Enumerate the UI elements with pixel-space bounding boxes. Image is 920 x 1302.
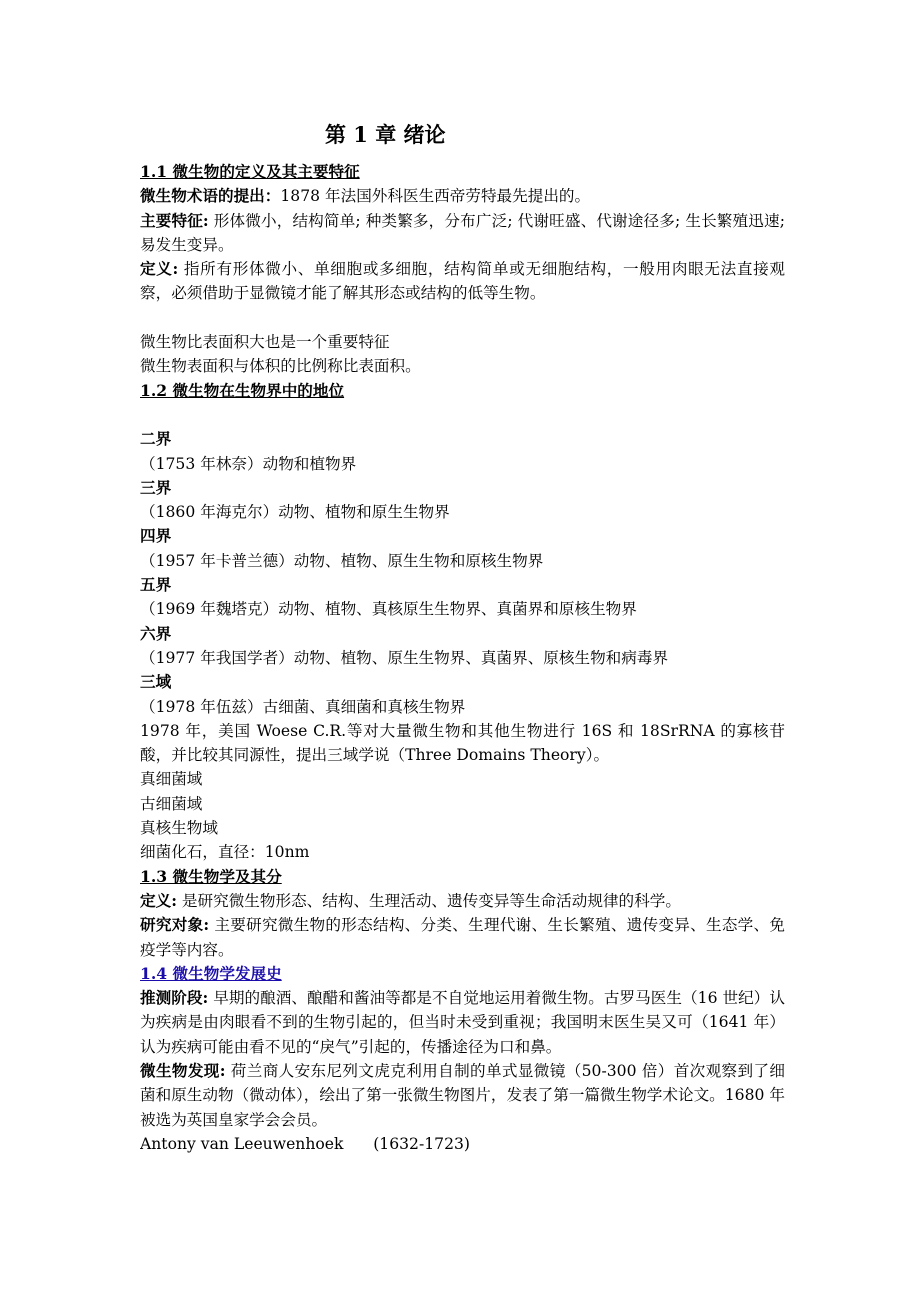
main-features-label: 主要特征: [140, 210, 209, 230]
section-heading-1-4-link[interactable]: 1.4 微生物学发展史 [140, 963, 282, 983]
research-object-paragraph [140, 913, 785, 962]
kingdom-desc: （1969 年魏塔克）动物、植物、真核原生生物界、真菌界和原核生物界 [140, 600, 637, 619]
kingdom-desc: （1977 年我国学者）动物、植物、原生生物界、真菌界、原核生物和病毒界 [140, 648, 669, 667]
domain-item: 真核生物域 [140, 819, 218, 838]
speculation-stage-text: 早期的酿酒、酿醋和酱油等都是不自觉地运用着微生物。古罗马医生（16 世纪）认为疾病是由肉眼看不到的生物引起的，但当时未受到重视；我国明末医生吴又可（1641 年）认为疾病可能由看不见的“戾气”引起的，传播途径为口和鼻。 [140, 989, 785, 1056]
kingdom-name: 六界 [140, 623, 172, 643]
section-heading-1-2: 1.2 微生物在生物界中的地位 [140, 380, 345, 400]
main-features-paragraph [140, 209, 785, 258]
kingdom-name: 五界 [140, 575, 172, 595]
main-features-text: 形体微小，结构简单; 种类繁多，分布广泛; 代谢旺盛、代谢途径多; 生长繁殖迅速; 易发生变异。 [140, 211, 785, 254]
document-body [140, 160, 785, 1156]
discovery-paragraph [140, 1059, 785, 1132]
chapter-title: 第 1 章 绪论 [325, 122, 446, 147]
definition-text: 指所有形体微小、单细胞或多细胞，结构简单或无细胞结构，一般用肉眼无法直接观察，必须借助于显微镜才能了解其形态或结构的低等生物。 [140, 260, 785, 303]
term-origin-label: 微生物术语的提出： [140, 186, 281, 206]
microbiology-definition [140, 889, 785, 913]
speculation-stage-label: 推测阶段: [140, 988, 209, 1008]
research-object-text: 主要研究微生物的形态结构、分类、生理代谢、生长繁殖、遗传变异、生态学、免疫学等内容。 [140, 916, 785, 959]
blank-line [140, 306, 785, 330]
microbiology-definition-label: 定义: [140, 890, 177, 910]
surface-area-note: 微生物比表面积大也是一个重要特征 [140, 333, 390, 352]
domain-item: 真细菌域 [140, 770, 203, 789]
section-heading-1-3: 1.3 微生物学及其分 [140, 866, 282, 886]
kingdom-name: 四界 [140, 526, 172, 546]
leeuwenhoek-name: Antony van Leeuwenhoek (1632-1723) [140, 1134, 471, 1153]
section-heading-1-1: 1.1 微生物的定义及其主要特征 [140, 162, 360, 181]
research-object-label: 研究对象: [140, 915, 210, 935]
definition-label: 定义: [140, 259, 179, 279]
woese-paragraph: 1978 年，美国 Woese C.R.等对大量微生物和其他生物进行 16S 和 18SrRNA 的寡核苷酸，并比较其同源性，提出三域学说（Three Domains Theory）。 [140, 721, 785, 765]
domain-item: 古细菌域 [140, 794, 203, 813]
kingdom-name: 三域 [140, 672, 172, 692]
kingdom-desc: （1957 年卡普兰德）动物、植物、原生生物和原核生物界 [140, 551, 544, 570]
definition-paragraph [140, 257, 785, 306]
kingdom-desc: （1860 年海克尔）动物、植物和原生生物界 [140, 503, 450, 522]
kingdom-desc: （1753 年林奈）动物和植物界 [140, 454, 357, 473]
kingdom-name: 二界 [140, 429, 172, 449]
discovery-label: 微生物发现: [140, 1060, 226, 1080]
term-origin-text: 1878 年法国外科医生西帝劳特最先提出的。 [280, 187, 591, 206]
speculation-stage-paragraph [140, 986, 785, 1059]
kingdom-desc: （1978 年伍兹）古细菌、真细菌和真核生物界 [140, 697, 466, 716]
surface-area-definition: 微生物表面积与体积的比例称比表面积。 [140, 357, 421, 376]
microbiology-definition-text: 是研究微生物形态、结构、生理活动、遗传变异等生命活动规律的科学。 [176, 891, 681, 910]
term-origin-paragraph [140, 184, 785, 208]
kingdom-name: 三界 [140, 477, 172, 497]
blank-line [140, 403, 785, 427]
fossil-note: 细菌化石，直径：10nm [140, 843, 310, 862]
discovery-text: 荷兰商人安东尼列文虎克利用自制的单式显微镜（50-300 倍）首次观察到了细菌和原生动物（微动体），绘出了第一张微生物图片，发表了第一篇微生物学术论文。1680 年被选为英国皇家学会会员。 [140, 1061, 785, 1129]
